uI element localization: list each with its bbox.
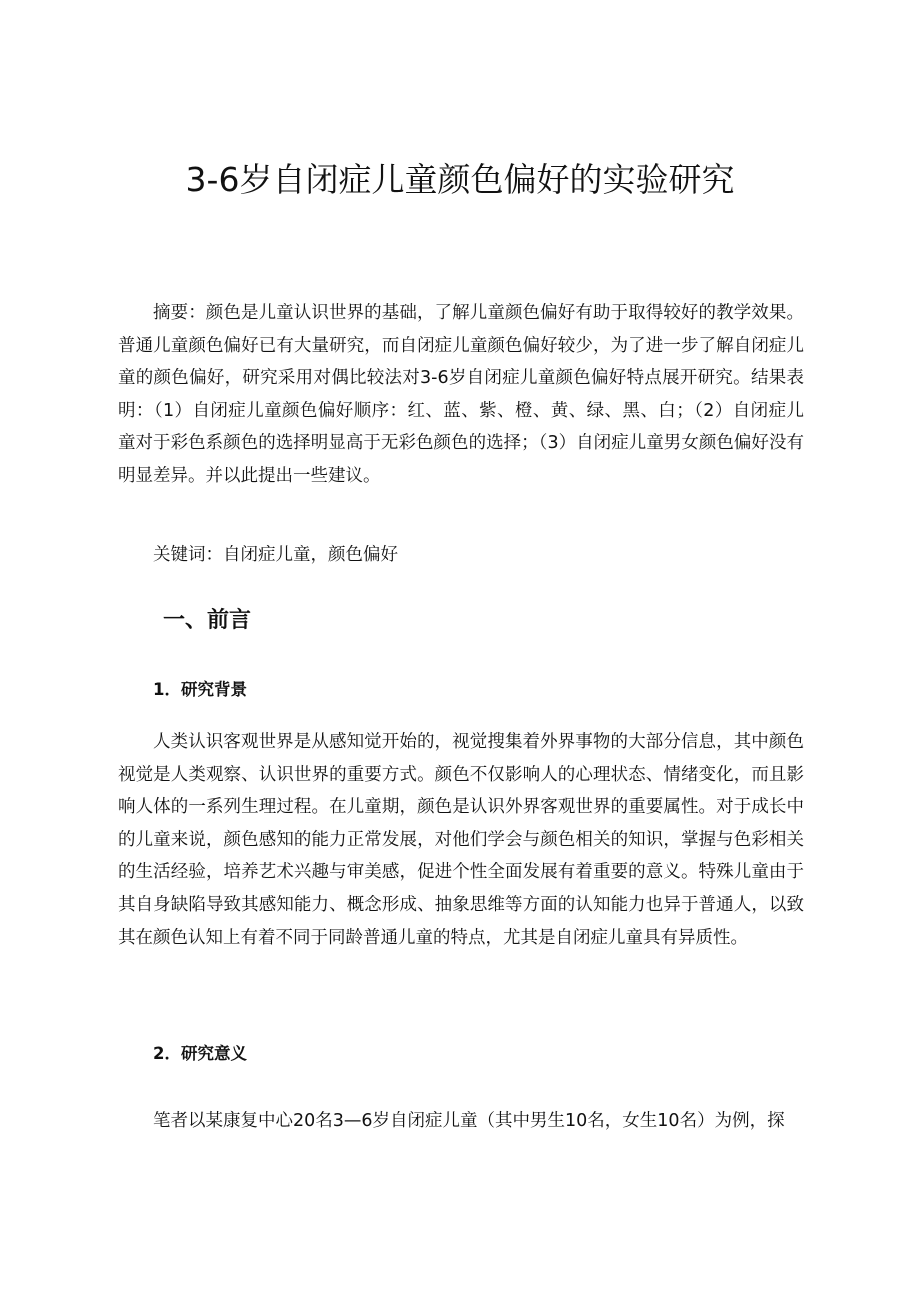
research-background-paragraph: 人类认识客观世界是从感知觉开始的，视觉搜集着外界事物的大部分信息，其中颜色视觉是人类观察、认识世界的重要方式。颜色不仅影响人的心理状态、情绪变化，而且影响人体的一系列生理过程。在儿童期，颜色是认识外界客观世界的重要属性。对于成长中的儿童来说，颜色感知的能力正常发展，对他们学会与颜色相关的知识，掌握与色彩相关的生活经验，培养艺术兴趣与审美感，促进个性全面发展有着重要的意义。特殊儿童由于其自身缺陷导致其感知能力、概念形成、抽象思维等方面的认知能力也异于普通人，以致其在颜色认知上有着不同于同龄普通儿童的特点，尤其是自闭症儿童具有异质性。 (118, 732, 804, 948)
section-heading-preface: 一、前言 (163, 608, 252, 633)
abstract-paragraph: 摘要：颜色是儿童认识世界的基础，了解儿童颜色偏好有助于取得较好的教学效果。普通儿童颜色偏好已有大量研究，而自闭症儿童颜色偏好较少，为了进一步了解自闭症儿童的颜色偏好，研究采用对偶比较法对3-6岁自闭症儿童颜色偏好特点展开研究。结果表明：（1）自闭症儿童颜色偏好顺序：红、蓝、紫、橙、黄、绿、黑、白；（2）自闭症儿童对于彩色系颜色的选择明显高于无彩色颜色的选择；（3）自闭症儿童男女颜色偏好没有明显差异。并以此提出一些建议。 (118, 303, 804, 486)
subheading-research-background: 1．研究背景 (153, 680, 247, 699)
research-significance-paragraph: 笔者以某康复中心20名3—6岁自闭症儿童（其中男生10名，女生10名）为例，探 (153, 1111, 785, 1131)
subheading-research-significance: 2．研究意义 (153, 1044, 247, 1063)
keywords-line: 关键词：自闭症儿童，颜色偏好 (153, 545, 398, 565)
document-title: 3-6岁自闭症儿童颜色偏好的实验研究 (185, 160, 735, 199)
